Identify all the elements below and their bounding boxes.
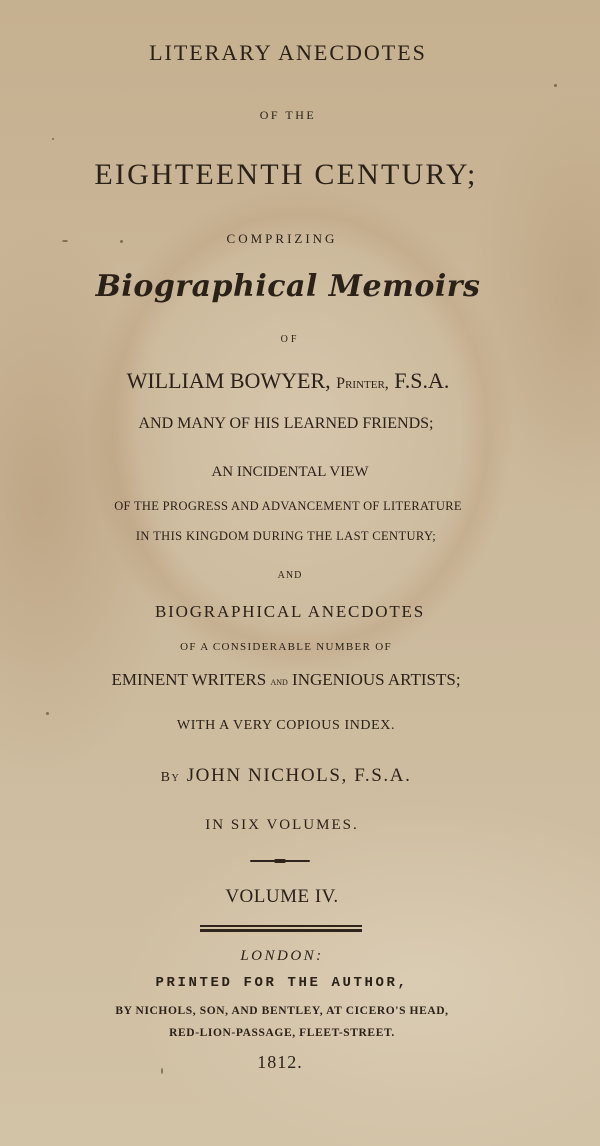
eminent-and: and (270, 674, 288, 688)
considerable-line: OF A CONSIDERABLE NUMBER OF (180, 641, 392, 653)
author-name: JOHN NICHOLS, F.S.A. (186, 765, 412, 786)
of-label: OF (280, 334, 300, 345)
index-line: WITH A VERY COPIOUS INDEX. (176, 718, 396, 733)
incidental-view-line: AN INCIDENTAL VIEW (211, 464, 369, 480)
subject-role: Printer, (336, 375, 389, 392)
paper-speck (554, 84, 557, 87)
double-rule (200, 925, 362, 932)
title-line-2: EIGHTEENTH CENTURY; (94, 158, 478, 191)
title-connector: OF THE (259, 108, 317, 122)
imprint-year: 1812. (257, 1052, 303, 1072)
eminent-line (0, 671, 586, 688)
progress-line: OF THE PROGRESS AND ADVANCEMENT OF LITERATURE (114, 499, 462, 513)
kingdom-line: IN THIS KINGDOM DURING THE LAST CENTURY; (135, 529, 437, 543)
imprint-printed-for: PRINTED FOR THE AUTHOR, (155, 975, 409, 991)
double-rule-thick (200, 929, 362, 932)
double-rule-thin (200, 925, 362, 927)
subject-name: WILLIAM BOWYER, (126, 368, 331, 393)
memoirs-heading: Biographical Memoirs (95, 269, 481, 304)
subject-line (0, 370, 588, 392)
imprint-address: RED-LION-PASSAGE, FLEET-STREET. (169, 1027, 395, 1039)
subject-honor: F.S.A. (394, 368, 450, 393)
imprint-printers: BY NICHOLS, SON, AND BENTLEY, AT CICERO'S HEAD, (115, 1005, 449, 1017)
paper-speck (52, 138, 54, 140)
eminent-writers: EMINENT WRITERS (111, 670, 267, 689)
comprizing-label: COMPRIZING (226, 231, 338, 246)
author-line (0, 766, 586, 785)
and-label: AND (277, 570, 303, 581)
ornamental-rule (250, 860, 310, 862)
biographical-anecdotes-line: BIOGRAPHICAL ANECDOTES (155, 602, 425, 621)
volume-number: VOLUME IV. (225, 886, 339, 907)
paper-speck (46, 712, 49, 715)
friends-line: AND MANY OF HIS LEARNED FRIENDS; (138, 415, 434, 432)
title-line-1: LITERARY ANECDOTES (149, 40, 427, 65)
by-prefix: By (160, 770, 181, 785)
ingenious-artists: INGENIOUS ARTISTS; (292, 670, 461, 689)
volumes-line: IN SIX VOLUMES. (205, 817, 359, 833)
imprint-city: LONDON: (240, 948, 324, 964)
